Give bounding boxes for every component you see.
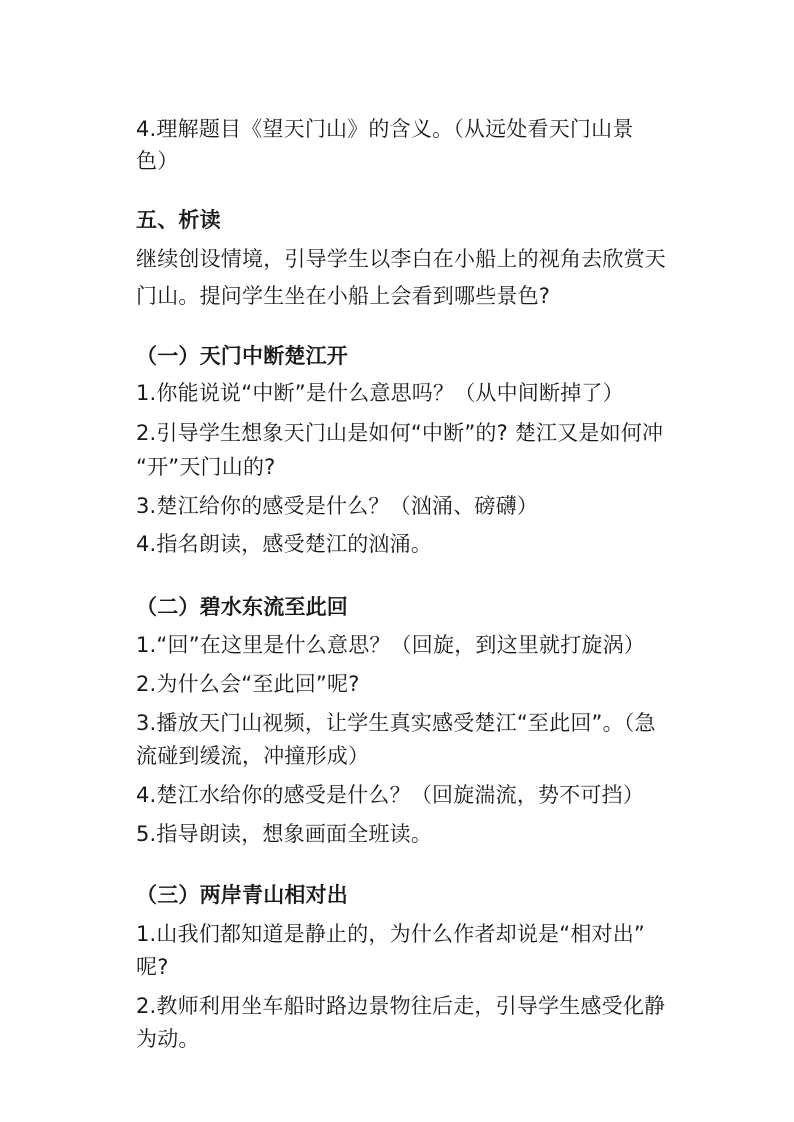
subsection-heading: （一）天门中断楚江开 <box>136 344 348 368</box>
text-line: 2.教师利用坐车船时路边景物往后走，引导学生感受化静 <box>136 994 666 1018</box>
subsection-heading: （二）碧水东流至此回 <box>136 595 348 619</box>
text-line: 色） <box>136 149 179 173</box>
text-line: 1.“回”在这里是什么意思？（回旋，到这里就打旋涡） <box>136 633 645 657</box>
text-line: 呢? <box>136 955 169 979</box>
text-line: 流碰到缓流，冲撞形成） <box>136 744 370 768</box>
text-line: 4.指名朗读，感受楚江的汹涌。 <box>136 532 433 556</box>
text-line: 4.楚江水给你的感受是什么？（回旋湍流，势不可挡） <box>136 783 645 807</box>
text-line: 为动。 <box>136 1027 200 1051</box>
text-line: 5.指导朗读，想象画面全班读。 <box>136 822 433 846</box>
text-line: 4.理解题目《望天门山》的含义。（从远处看天门山景 <box>136 117 634 141</box>
text-line: 1.你能说说“中断”是什么意思吗？（从中间断掉了） <box>136 381 624 405</box>
text-line: 门山。提问学生坐在小船上会看到哪些景色? <box>136 284 551 308</box>
text-line: “开”天门山的? <box>136 455 276 479</box>
text-line: 1.山我们都知道是静止的，为什么作者却说是“相对出” <box>136 922 645 946</box>
text-line: 2.引导学生想象天门山是如何“中断”的? 楚江又是如何冲 <box>136 421 664 445</box>
text-line: 2.为什么会“至此回”呢? <box>136 672 360 696</box>
text-line: 3.播放天门山视频，让学生真实感受楚江“至此回”。（急 <box>136 711 656 735</box>
text-line: 继续创设情境，引导学生以李白在小船上的视角去欣赏天 <box>136 247 666 271</box>
subsection-heading: （三）两岸青山相对出 <box>136 883 348 907</box>
text-line: 3.楚江给你的感受是什么？（汹涌、磅礴） <box>136 494 539 518</box>
section-heading: 五、析读 <box>136 208 221 232</box>
